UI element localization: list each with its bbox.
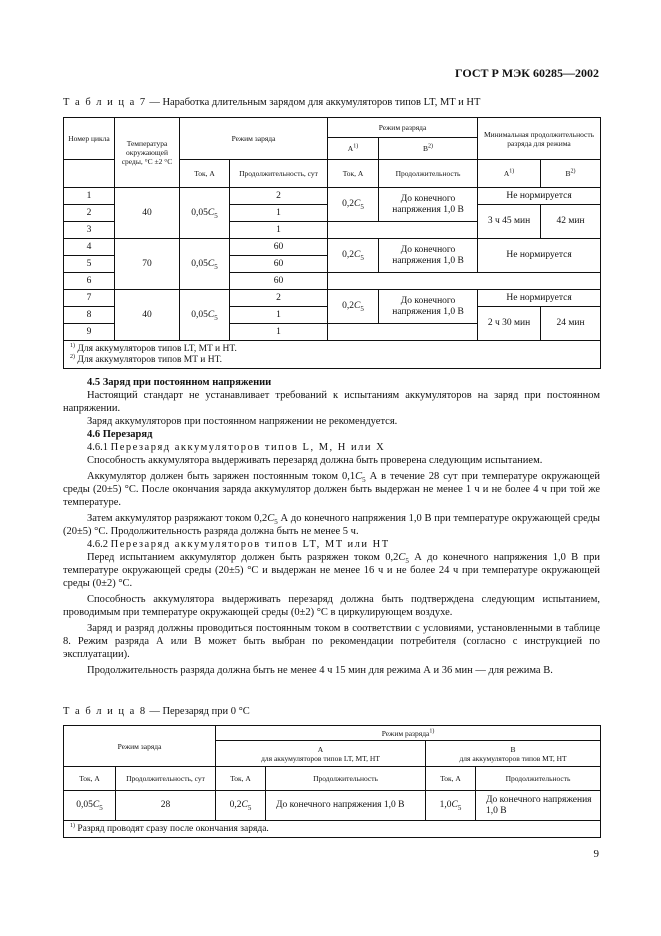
paragraph (63, 470, 600, 509)
capacity-subscript: 5 (457, 803, 462, 812)
paragraph: Настоящий стандарт не устанавливает требований к испытаниям аккумуляторов на заряд при постоянном напряжении. (63, 390, 600, 414)
subsection-4-6-2-title (63, 538, 600, 551)
table8-caption-label: Т а б л и ц а 8 (63, 706, 147, 717)
cycle-number: 2 (64, 205, 115, 222)
temperature-value: 40 (115, 290, 180, 341)
charge-duration: 28 (116, 791, 216, 821)
section-4-5-title: 4.5 Заряд при постоянном напряжении (87, 377, 272, 388)
charge-duration: 2 (230, 188, 328, 205)
current-value: 0,2 (342, 199, 355, 209)
cycle-number: 6 (64, 273, 115, 290)
charge-current (180, 290, 230, 341)
col-header-charge-duration: Продолжительность, сут (230, 160, 328, 188)
paragraph: Способность аккумулятора выдерживать перезаряд должна быть проверена следующим испытанием. (87, 455, 543, 466)
col-header-charge-mode: Режим заряда (180, 118, 328, 160)
mode-b-description: для аккумуляторов типов MT, HT (459, 753, 567, 763)
cycle-number: 3 (64, 222, 115, 239)
col-header-mode-a (216, 741, 426, 767)
footnote-marker: 1) (70, 342, 75, 349)
min-duration-not-normalized: Не нормируется (478, 290, 601, 307)
col-header-discharge-current: Ток, А (328, 160, 379, 188)
table7-caption-text: — Наработка длительным зарядом для аккумуляторов типов LT, MT и HT (146, 97, 481, 108)
cycle-number: 5 (64, 256, 115, 273)
cycle-number: 7 (64, 290, 115, 307)
table8 (63, 725, 601, 838)
capacity-symbol: C (354, 250, 361, 260)
a-current (216, 791, 266, 821)
document-header: ГОСТ Р МЭК 60285—2002 (455, 66, 599, 80)
section-4-6-title: 4.6 Перезаряд (87, 429, 153, 440)
capacity-subscript: 5 (214, 313, 218, 322)
charge-current (180, 188, 230, 239)
footnote-ref: 2) (428, 143, 434, 150)
table8-footnotes (64, 821, 601, 838)
capacity-subscript: 5 (362, 476, 366, 485)
a-duration: До конечного напряжения 1,0 В (266, 791, 426, 821)
col-header-mode-a (328, 138, 379, 160)
charge-duration: 60 (230, 273, 328, 290)
min-duration-b: 42 мин (541, 205, 601, 239)
capacity-subscript: 5 (99, 803, 103, 812)
capacity-symbol: C (354, 301, 361, 311)
mode-a-label: А (347, 144, 354, 153)
discharge-empty (328, 324, 478, 341)
capacity-symbol: C (398, 552, 406, 563)
col-header-min-a (478, 160, 541, 188)
current-value: 0,05 (76, 800, 93, 810)
current-value: 0,05 (191, 258, 208, 269)
mode-a-label: А (317, 744, 324, 754)
discharge-duration: До конечного напряжения 1,0 В (379, 239, 478, 273)
paragraph (63, 551, 600, 590)
current-value: 0,2 (342, 250, 355, 260)
col-header-min-b (541, 160, 601, 188)
capacity-subscript: 5 (214, 262, 218, 271)
body-text (63, 376, 600, 677)
page-number: 9 (593, 848, 599, 860)
col-header-temperature: Температура окружающей среды, °С ±2 °С (115, 118, 180, 188)
paragraph: Продолжительность разряда должна быть не менее 4 ч 15 мин для режима А и 36 мин — для режима В. (87, 665, 553, 676)
table7-caption-label: Т а б л и ц а 7 (63, 97, 147, 108)
temperature-value: 40 (115, 188, 180, 239)
text-run: А до конечного напряжения 1,0 В при температуре окружающей среды (20±5) °С. Продолжительность разряда должна быть не менее 5 ч. (63, 513, 600, 537)
b-current (426, 791, 476, 821)
discharge-current (328, 188, 379, 222)
capacity-subscript: 5 (247, 803, 252, 812)
col-header-discharge-mode: Режим разряда (328, 118, 478, 138)
capacity-symbol: C (451, 800, 458, 810)
discharge-mode-label: Режим разряда (381, 728, 430, 738)
footnote-ref: 2) (570, 168, 576, 175)
col-header-b-current: Ток, А (426, 767, 476, 791)
paragraph: Заряд и разряд должны проводиться постоянным током в соответствии с условиями, установленными в таблице 8. Режим разряда А или В может быть выбран по рекомендации потребителя (согласно с инструкцией по эксплуатации). (63, 623, 600, 660)
mode-a-description: для аккумуляторов типов LT, MT, HT (261, 753, 380, 763)
mode-a-label: А (503, 169, 510, 178)
table8-caption (63, 706, 250, 717)
discharge-empty (328, 273, 601, 290)
capacity-symbol: C (267, 513, 275, 524)
charge-current (64, 791, 116, 821)
subsection-4-6-1-title (63, 441, 600, 454)
footnote-2: Для аккумуляторов типов MT и HT. (77, 354, 223, 365)
capacity-symbol: C (92, 800, 100, 810)
charge-duration: 1 (230, 205, 328, 222)
paragraph: Заряд аккумуляторов при постоянном напряжении не рекомендуется. (87, 416, 398, 427)
col-header-mode-b (426, 741, 601, 767)
capacity-symbol: C (354, 199, 361, 209)
col-header-mode-b (379, 138, 478, 160)
capacity-subscript: 5 (405, 557, 409, 566)
text-run: А до конечного напряжения 1,0 В при температуре окружающей среды (20±5) °С и выдержан не менее 16 ч и не более 24 ч при температуре окружающей среды (0±2) °С. (63, 552, 600, 589)
temperature-value: 70 (115, 239, 180, 290)
mode-b-label: В (565, 169, 571, 178)
min-duration-not-normalized: Не нормируется (478, 188, 601, 205)
footnote-marker: 1) (70, 822, 75, 829)
discharge-current (328, 239, 379, 273)
capacity-subscript: 5 (360, 304, 364, 313)
charge-current (180, 239, 230, 290)
current-value: 0,2 (342, 301, 355, 311)
col-header-charge-mode: Режим заряда (64, 726, 216, 767)
cycle-number: 8 (64, 307, 115, 324)
capacity-symbol: C (241, 800, 248, 810)
charge-duration: 60 (230, 256, 328, 273)
col-header-a-current: Ток, А (216, 767, 266, 791)
cycle-number: 9 (64, 324, 115, 341)
current-value: 0,2 (229, 800, 242, 810)
subsection-title: Перезаряд аккумуляторов типов L, M, H или X (110, 442, 386, 453)
capacity-symbol: C (207, 258, 215, 269)
text-run: А в течение 28 сут при температуре окружающей среды (20±5) °С. После окончания заряда аккумулятор должен быть выдержан не менее 1 ч и не более 4 ч при той же температуре. (63, 471, 601, 508)
col-header-min-duration: Минимальная продолжительность разряда для режима (478, 118, 601, 160)
min-duration-b: 24 мин (541, 307, 601, 341)
footnote-1: Разряд проводят сразу после окончания заряда. (77, 823, 269, 834)
cycle-header-spacer (64, 160, 115, 188)
mode-b-label: В (423, 144, 429, 153)
discharge-duration: До конечного напряжения 1,0 В (379, 188, 478, 222)
table7 (63, 117, 601, 369)
current-value: 1,0 (439, 800, 452, 810)
capacity-symbol: C (355, 471, 363, 482)
capacity-subscript: 5 (360, 202, 364, 211)
table7-caption (63, 97, 480, 108)
text-run: Перед испытанием аккумулятор должен быть разряжен током 0,2 (87, 552, 399, 563)
text-run: Затем аккумулятор разряжают током 0,2 (87, 513, 268, 524)
footnote-marker: 2) (70, 353, 75, 360)
col-header-charge-duration: Продолжительность, сут (116, 767, 216, 791)
col-header-cycle: Номер цикла (64, 118, 115, 160)
charge-duration: 1 (230, 324, 328, 341)
footnote-ref: 1) (509, 168, 515, 175)
footnote-ref: 1) (429, 728, 435, 734)
capacity-subscript: 5 (360, 253, 364, 262)
mode-b-label: В (510, 744, 516, 754)
col-header-charge-current: Ток, А (180, 160, 230, 188)
discharge-duration: До конечного напряжения 1,0 В (379, 290, 478, 324)
capacity-symbol: C (207, 309, 215, 320)
current-value: 0,05 (191, 309, 208, 320)
footnote-ref: 1) (353, 143, 359, 150)
discharge-empty (328, 222, 478, 239)
cycle-number: 1 (64, 188, 115, 205)
table7-footnotes (64, 341, 601, 369)
charge-duration: 1 (230, 222, 328, 239)
charge-duration: 1 (230, 307, 328, 324)
table8-caption-text: — Перезаряд при 0 °С (146, 706, 250, 717)
col-header-b-duration: Продолжительность (476, 767, 601, 791)
capacity-symbol: C (207, 207, 215, 218)
capacity-subscript: 5 (274, 518, 278, 527)
b-duration: До конечного напряжения 1,0 В (476, 791, 601, 821)
paragraph: Способность аккумулятора выдерживать перезаряд должна быть подтверждена следующим испытанием, проводимым при температуре окружающей среды (0±2) °С в циркулирующем воздухе. (63, 594, 600, 618)
min-duration-not-normalized: Не нормируется (478, 239, 601, 273)
capacity-subscript: 5 (214, 211, 218, 220)
subsection-number: 4.6.1 (87, 442, 108, 453)
subsection-title: Перезаряд аккумуляторов типов LT, MT или HT (110, 539, 390, 550)
cycle-number: 4 (64, 239, 115, 256)
discharge-current (328, 290, 379, 324)
min-duration-a: 3 ч 45 мин (478, 205, 541, 239)
current-value: 0,05 (191, 207, 208, 218)
min-duration-a: 2 ч 30 мин (478, 307, 541, 341)
col-header-discharge-mode (216, 726, 601, 741)
paragraph (63, 512, 600, 538)
charge-duration: 2 (230, 290, 328, 307)
footnote-1: Для аккумуляторов типов LT, MT и HT. (77, 343, 237, 354)
col-header-a-duration: Продолжительность (266, 767, 426, 791)
col-header-charge-current: Ток, А (64, 767, 116, 791)
col-header-discharge-duration: Продолжительность (379, 160, 478, 188)
charge-duration: 60 (230, 239, 328, 256)
subsection-number: 4.6.2 (87, 539, 108, 550)
text-run: Аккумулятор должен быть заряжен постоянным током 0,1 (87, 471, 356, 482)
